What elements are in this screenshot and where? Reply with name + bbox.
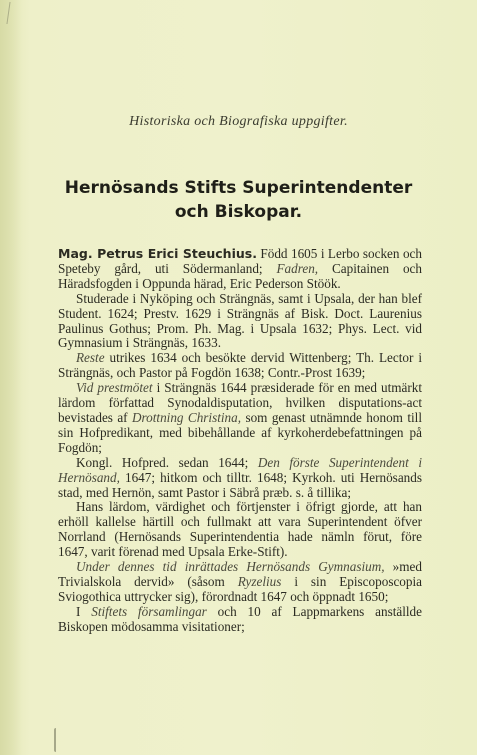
- page-title: [0, 176, 477, 224]
- p8-text-a: I: [76, 603, 92, 619]
- p4-text-b: som genast utnämnde honom till sin Hofpredikant, med bibehållande af kyrkoherdebefattningen på Fogdön;: [58, 409, 422, 455]
- p4-italic-1: Vid prestmötet: [76, 380, 153, 396]
- p1-text-b: Capitainen och Häradsfogden i Oppunda härad, Eric Pederson Stöök.: [58, 260, 422, 291]
- paragraph-1: [58, 247, 422, 292]
- p1-text-a: Född 1605 i Lerbo socken och Speteby gård, uti Södermanland;: [58, 246, 422, 276]
- paragraph-2: Studerade i Nyköping och Strängnäs, samt i Upsala, der han blef Student. 1624; Prestv. 1629 i Strängnäs af Bisk. Doct. Laurenius Paulinus Gothus; Prom. Ph. Mag. i Upsala 1632; Phys. Lect. vid Gymnasium i Strängnäs, 1633.: [58, 290, 422, 351]
- p7-text-a: »med Trivialskola dervid» (såsom: [58, 559, 422, 589]
- paragraph-7: [58, 560, 422, 605]
- p7-italic-2: Ryzelius: [237, 573, 282, 589]
- p1-italic: Fadren,: [276, 260, 319, 276]
- p3-text: utrikes 1634 och besökte dervid Wittenberg; Th. Lector i Strängnäs, och Pastor på Fogdön 1638; Contr.-Prost 1639;: [58, 350, 422, 381]
- p8-italic: Stiftets församlingar: [91, 603, 207, 619]
- biography-text: [58, 247, 422, 635]
- running-head: Historiska och Biografiska uppgifter.: [129, 114, 348, 129]
- p4-italic-2: Drottning Christina,: [131, 409, 242, 425]
- p5-text-a: Kongl. Hofpred. sedan 1644;: [76, 454, 258, 470]
- paragraph-8: [58, 605, 422, 635]
- p7-text-b: i sin Episcoposcopia Sviogothica uttrycker sig), förordnadt 1647 och öppnadt 1650;: [58, 573, 423, 604]
- title-line-2: och Biskopar.: [174, 202, 303, 222]
- paragraph-3: [58, 351, 422, 381]
- title-line-1: Hernösands Stifts Superintendenter: [64, 178, 413, 198]
- p4-text-a: i Strängnäs 1644 præsiderade för en med utmärkt lärdom författad Synodaldisputation, hvilken disputations-act bevistades af: [58, 380, 422, 425]
- entry-heading: Mag. Petrus Erici Steuchius.: [58, 246, 257, 261]
- p3-italic: Reste: [76, 350, 105, 366]
- paragraph-5: [58, 456, 422, 501]
- p5-italic: Den förste Superintendent i Hernösand,: [58, 454, 422, 485]
- paragraph-6: Hans lärdom, värdighet och förtjenster i öfrigt gjorde, att han erhöll kallelse härtill och fullmakt att vara Superintendent öfver Norrland (Hernösands Superintendentia hade nämln förut, före 1647, varit förenad med Upsala Erke-Stift).: [58, 499, 422, 560]
- paragraph-4: [58, 381, 422, 456]
- p5-text-b: 1647; hitkom och tilltr. 1648; Kyrkoh. uti Hernösands stad, med Hernön, samt Pastor i Säbrå præb. s. å tillika;: [58, 469, 422, 500]
- pencil-mark-bottom: [54, 728, 64, 752]
- p7-italic-1: Under dennes tid inrättades Hernösands Gymnasium,: [76, 559, 385, 575]
- p8-text-b: och 10 af Lappmarkens anställde Biskopen mödosamma visitationer;: [58, 603, 422, 634]
